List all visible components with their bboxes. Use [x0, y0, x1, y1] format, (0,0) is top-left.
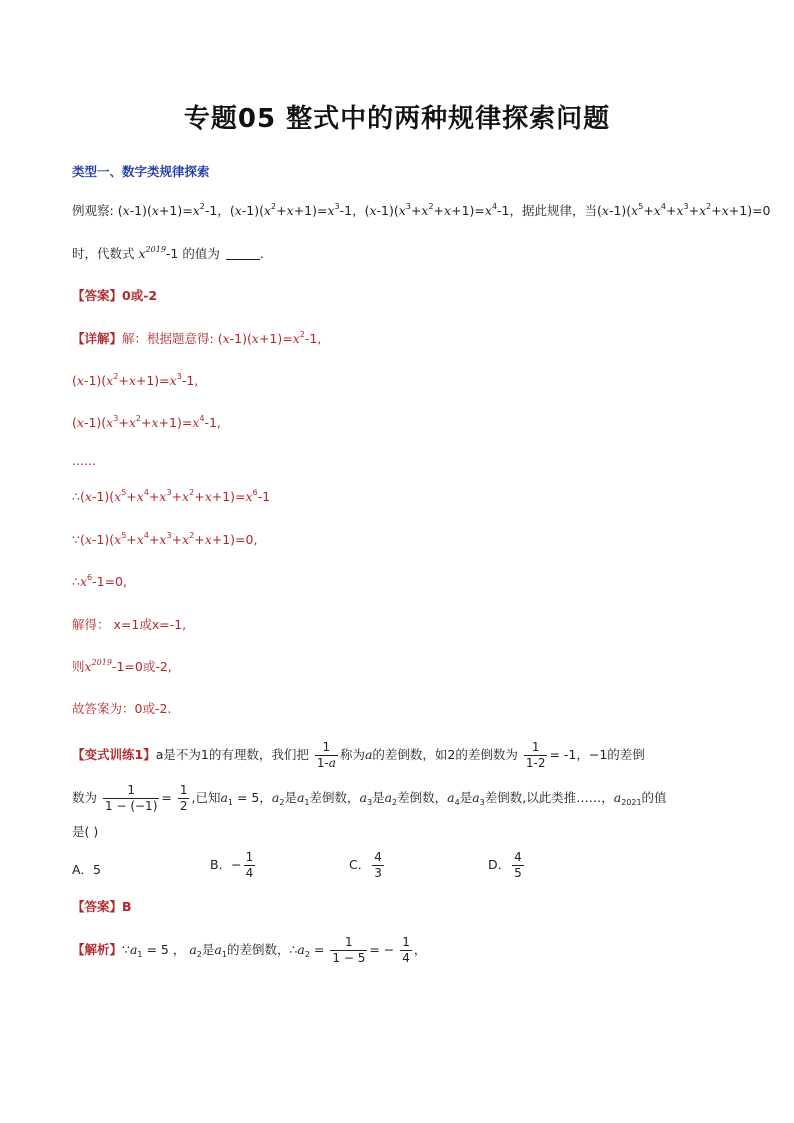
- detail-line-1: 【详解】解：根据题意得: $(x-1)(x+1)=x^2-1$,: [72, 330, 322, 346]
- detail-ellipsis: ......: [72, 453, 96, 468]
- detail-line-8: 则$x^{2019}-1=0$或-2,: [72, 658, 172, 674]
- analysis-label: 【解析】: [72, 942, 123, 957]
- option-c: C． $\frac{4}{3}$: [349, 850, 382, 880]
- fraction-1-over-4: $\frac{1}{4}$: [402, 935, 410, 965]
- section-heading: 类型一、数字类规律探索: [72, 164, 210, 179]
- option-a: A．5: [72, 862, 102, 877]
- fraction-1-over-1-minus-neg1: $\frac{1}{1 - (-1)}$: [105, 783, 158, 813]
- answer-line-1: 【答案】0或-2: [72, 288, 158, 303]
- answer-blank: [226, 259, 260, 260]
- page-title: 专题05 整式中的两种规律探索问题: [183, 104, 611, 134]
- detail-line-9: 故答案为：0或-2.: [72, 701, 172, 716]
- example-question-line1: 例观察: $(x-1)(x+1)=x^2-1$，$(x-1)(x^2+x+1)=x^3-1$，$(x-1)(x^3+x^2+x+1)=x^4-1$，据此规律，当$(x-1)(x^5+x^4+x^3+x^2+x+1)=0$: [72, 202, 771, 218]
- variant-line-2: 数为 $\frac{1}{1 - (-1)}$ = $\frac{1}{2}$ ,已知$a_1 = 5$，$a_2$是$a_1$差倒数，$a_3$是$a_2$差倒数，$a_4$是$a_3$差倒数,以此类推……，$a_{2021}$的值: [72, 783, 667, 813]
- option-d: D． $\frac{4}{5}$: [488, 850, 522, 880]
- detail-line-3: $(x-1)(x^3+x^2+x+1)=x^4-1$,: [72, 414, 221, 430]
- variant-label: 【变式训练1】: [72, 747, 156, 762]
- detail-line-7: 解得： x=1或x=-1,: [72, 617, 187, 632]
- fraction-1-over-2: $\frac{1}{2}$: [179, 783, 188, 813]
- detail-line-6: $\therefore x^6-1=0$,: [72, 573, 127, 589]
- fraction-1-over-1-minus-a: $\frac{1}{1-a}$: [316, 740, 336, 770]
- detail-line-5: $\because(x-1)(x^5+x^4+x^3+x^2+x+1)=0$,: [72, 531, 258, 547]
- answer-line-2: 【答案】B: [72, 899, 132, 914]
- example-lead: 例观察:: [72, 203, 118, 218]
- variant-line-1: 【变式训练1】a是不为1的有理数，我们把 $\frac{1}{1-a}$ 称为a的差倒数，如2的差倒数为 $\frac{1}{1-2}$ = -1，−1的差倒: [72, 740, 645, 770]
- detail-line-2: $(x-1)(x^2+x+1)=x^3-1$,: [72, 372, 199, 388]
- analysis-line: 【解析】$\because a_1 = 5$ ， $a_2$是$a_1$的差倒数，$\therefore a_2$ = $\frac{1}{1 - 5}$ = − $\frac{1}{4}$ ，: [72, 935, 427, 965]
- example-question-line2: 时，代数式 $x^{2019}-1$ 的值为 .: [72, 245, 264, 261]
- detail-line-4: $\therefore(x-1)(x^5+x^4+x^3+x^2+x+1)=x^6-1$: [72, 488, 271, 504]
- fraction-1-over-1-minus-2: $\frac{1}{1-2}$: [525, 740, 546, 770]
- option-b: B．− $\frac{1}{4}$: [210, 850, 254, 880]
- fraction-1-over-1-minus-5: $\frac{1}{1 - 5}$: [332, 935, 366, 965]
- variant-line-3: 是( ): [72, 824, 99, 839]
